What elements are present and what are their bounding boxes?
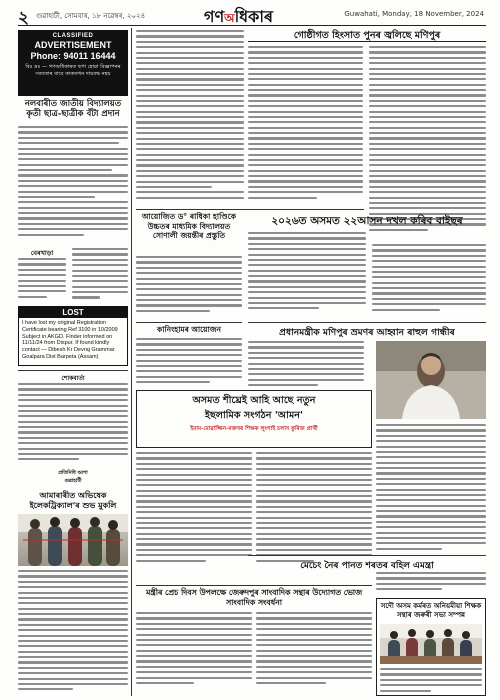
rule (136, 209, 364, 210)
classified-note: বিঃ দ্ৰঃ — গণঅধিকাৰত ছপা হোৱা বিজ্ঞাপনৰ সত্যতাৰ বাবে কাকতখন দায়বদ্ধ নহয় (25, 64, 121, 77)
article-body-col-c (369, 46, 486, 240)
classified-title: ADVERTISEMENT (34, 40, 112, 50)
classified-ad-box (18, 30, 128, 96)
headline-nalbari: নলবাৰীত জাতীয় বিদ্যালয়ত কৃতী ছাত্ৰ-ছাত্ৰীক বঁটা প্ৰদান (24, 99, 122, 119)
logo-part-3: ধিকাৰ (234, 7, 273, 26)
article-body-school (136, 256, 242, 318)
logo-part-2: অ (224, 11, 235, 25)
subheadline-islamic-org: ইমাম-মোৱাজ্জিন-মক্তবৰ শিক্ষক লুংগাই চলাব কুৰিজ প্ৰাৰ্থী (190, 426, 318, 432)
rule (136, 585, 372, 586)
lost-body: I have lost my original Registration Certificate bearing Ref 3100 in 10/2009 Subject in AKGD. Finder informed on 11/11/24 from Dispur. If found kindly contact — Dibesh Kr Devraj Grammar Goalpara Dist Barpeta (Assam) (22, 320, 118, 360)
article-body-pm-a (248, 341, 364, 389)
masthead-date-english: Guwahati, Monday, 18 November, 2024 (344, 10, 484, 18)
headline-cunningham: কানিংহামৰ আয়োজন (157, 325, 221, 334)
headline-berkhara: বেৰখাড়া (30, 249, 54, 257)
credit-line: প্ৰতিনিধি আশা গুৱাহাটী (58, 470, 88, 484)
headline-new-islamic-org-1: অসমত শীঘ্ৰেই আহি আছে নতুন (192, 395, 316, 406)
lost-notice-box (18, 306, 128, 366)
headline-radhika-handique-school: আয়োজিত ড° ৰাধিকা হাণ্ডিকে উচ্চতৰ মাধ্যমিক বিদ্যালয়ত সোণালী জয়ন্তীৰ প্ৰস্তুতি (141, 212, 237, 241)
rahul-gandhi-photo (376, 341, 486, 419)
article-body-teachers (380, 668, 482, 694)
article-body-col-a (136, 30, 244, 206)
article-body-nalbari (18, 126, 128, 244)
rule (136, 322, 242, 323)
article-body-berkhara (18, 258, 66, 304)
column-rule (131, 28, 132, 696)
article-body-left-2 (72, 248, 128, 304)
classified-label: CLASSIFIED (52, 33, 94, 39)
headline-teachers-association-meeting: সদৌ অসম কৰ্মৰত অনিয়মীয়া শিক্ষক সন্থাৰ জৰুৰী সভা সম্পন্ন (380, 601, 482, 619)
page-number: ২ (18, 8, 30, 28)
headline-manipur-violence: গোষ্ঠীগত হিংসাত পুনৰ জ্বলিছে মণিপুৰ (293, 30, 441, 41)
article-body-2026-a (248, 232, 366, 320)
rule (18, 370, 128, 371)
classified-phone: Phone: 94011 16444 (30, 51, 116, 61)
article-body-press-day-a (136, 612, 252, 696)
article-body-pm-b (376, 424, 486, 552)
banner-box (248, 28, 486, 42)
headline-new-islamic-org-2: ইছলামিক সংগঠন 'আমন' (205, 410, 303, 421)
headline-2026-assam-seats: ২০২৬ত অসমত ২২আসন দখল কৰিব বাইছৰ (271, 215, 463, 227)
rule (248, 322, 486, 323)
article-body-2026-b (372, 244, 486, 320)
logo-part-1: গণ (204, 7, 225, 26)
inauguration-photo (18, 514, 128, 566)
headline-mecheng-river: মেচেং নৈৰ পানত শৰতৰ বহিল এমন্ত্ৰা (300, 561, 434, 571)
headline-rahul-gandhi-appeal: প্ৰধানমন্ত্ৰীক মণিপুৰ ভ্ৰমণৰ আহ্বান ৰাহুল গান্ধীৰ (279, 327, 455, 338)
rule (248, 555, 486, 556)
lost-title: LOST (19, 307, 127, 318)
article-body-abhishek (18, 570, 128, 695)
headline-press-day-felicitation: মন্ত্ৰীৰ প্ৰেচ দিবস উপলক্ষে জেৰুদপুৰ সাংবাদিক সন্থাৰ উদ্যোগত ভোজ সাংবাদিক সংবৰ্ধনা (145, 588, 363, 607)
article-body-islamic-a (136, 452, 252, 580)
masthead (18, 4, 486, 26)
masthead-date-assamese: গুৱাহাটী, সোমবাৰ, ১৮ নৱেম্বৰ, ২০২৪ (36, 12, 146, 20)
headline-condolence: শোকবাৰ্তা (61, 375, 85, 382)
article-body-condolence (18, 383, 128, 469)
article-body-cunningham (136, 338, 242, 386)
newspaper-logo (204, 4, 273, 31)
teachers-meeting-photo (380, 624, 482, 664)
headline-abhishek-electricals: আমাৰাৰীত অভিষেক ইলেকট্ৰিক্যাল'ৰ শুভ মুকলি (29, 490, 117, 510)
article-body-mecheng (376, 572, 486, 594)
article-body-press-day-b (256, 612, 372, 696)
article-body-col-b (248, 46, 363, 206)
